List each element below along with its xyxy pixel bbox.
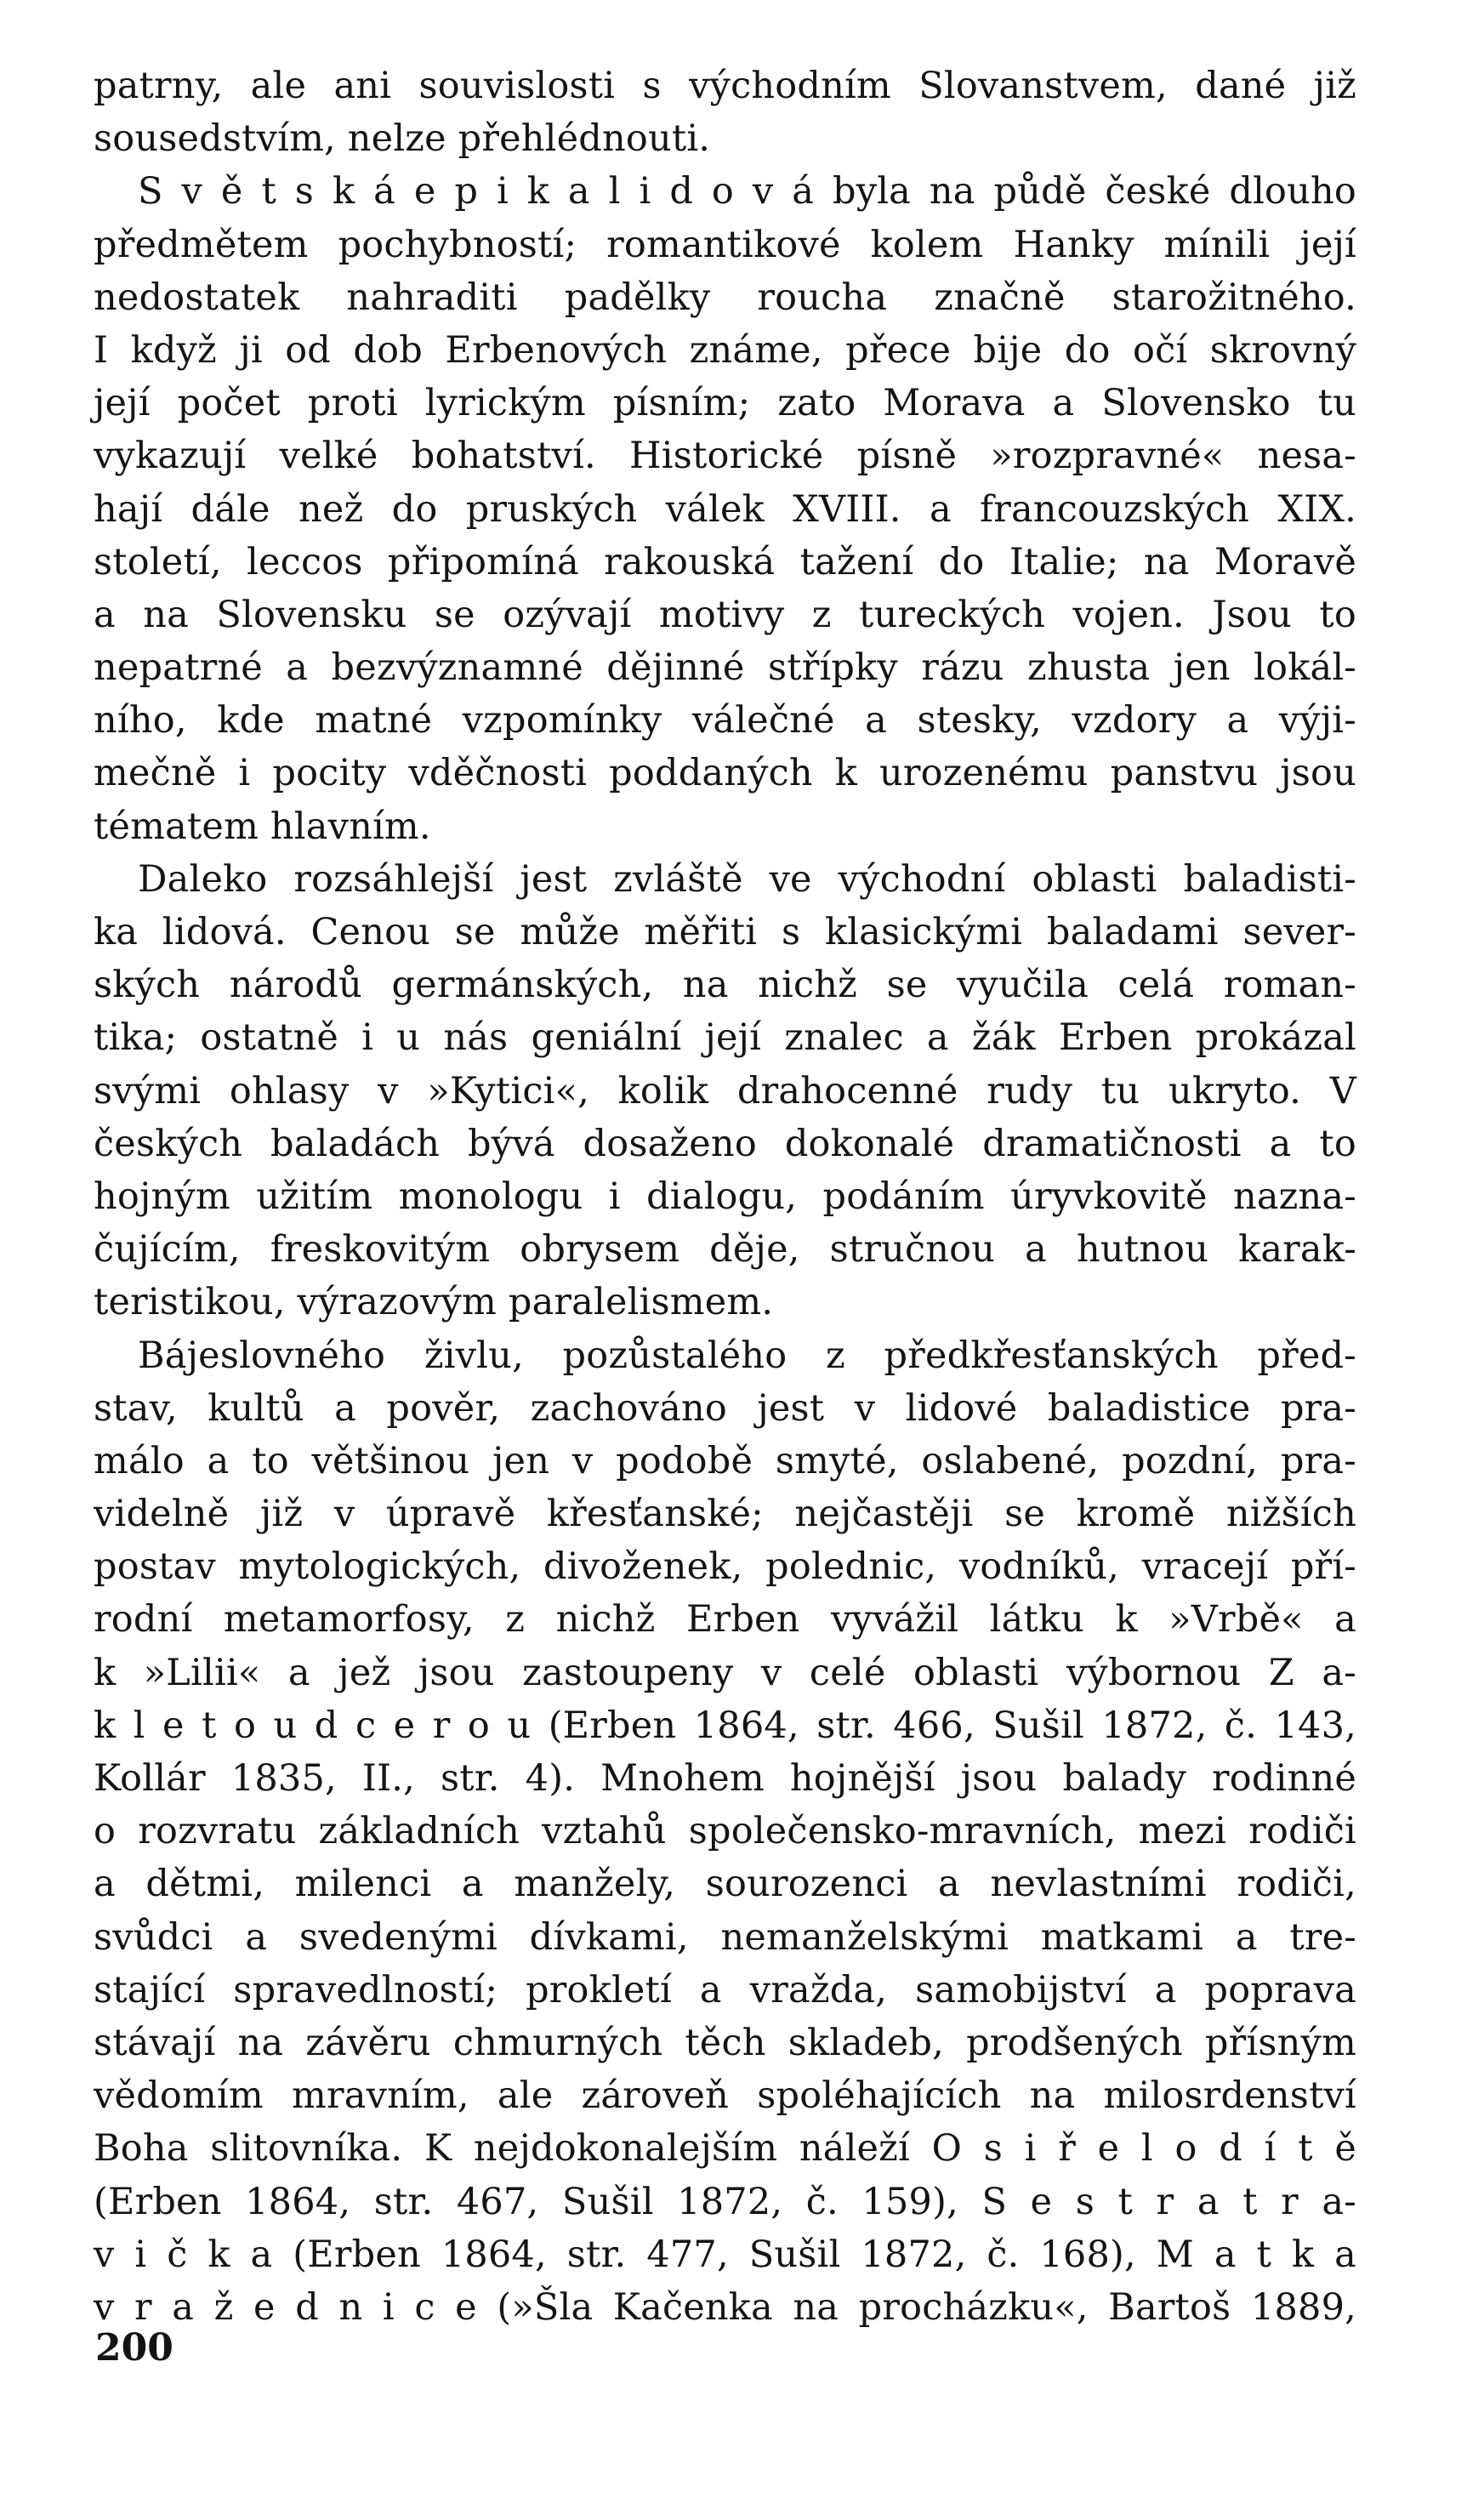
text-line: její počet proti lyrickým písním; zato Morava a Slovensko tu (94, 382, 1356, 425)
text-line: ního, kde matné vzpomínky válečné a stesky, vzdory a výji- (94, 699, 1356, 743)
text-line: stávají na závěru chmurných těch skladeb, prodšených přísným (94, 2021, 1356, 2064)
text-line: sousedstvím, nelze přehlédnouti. (94, 117, 711, 161)
text-line: stav, kultů a pověr, zachováno jest v lidové baladistice pra- (94, 1386, 1356, 1430)
text-line: teristikou, výrazovým paralelismem. (94, 1281, 774, 1324)
text-line: Kollár 1835, II., str. 4). Mnohem hojnější jsou balady rodinné (94, 1757, 1356, 1800)
text-line: tika; ostatně i u nás geniální její znalec a žák Erben prokázal (94, 1016, 1356, 1060)
text-line: českých baladách bývá dosaženo dokonalé dramatičnosti a to (94, 1122, 1356, 1165)
text-line: vědomím mravním, ale zároveň spoléhajících na milosrdenství (94, 2074, 1356, 2118)
text-line: k »Lilii« a jež jsou zastoupeny v celé oblasti výbornou Z a- (94, 1651, 1356, 1694)
text-line: století, leccos připomíná rakouská tažení do Italie; na Moravě (94, 540, 1356, 583)
text-line: svůdci a svedenými dívkami, nemanželskými matkami a tre- (94, 1915, 1356, 1959)
text-line: nedostatek nahraditi padělky roucha značně starožitného. (94, 276, 1356, 319)
text-line: čujícím, freskovitým obrysem děje, stručnou a hutnou karak- (94, 1228, 1356, 1272)
text-line: a dětmi, milenci a manžely, sourozenci a nevlastními rodiči, (94, 1863, 1356, 1906)
text-line: hojným užitím monologu i dialogu, podáním úryvkovitě nazna- (94, 1175, 1356, 1218)
text-line: rodní metamorfosy, z nichž Erben vyvážil látku k »Vrbě« a (94, 1598, 1356, 1642)
text-line: stající spravedlností; prokletí a vražda, samobijství a poprava (94, 1968, 1356, 2011)
text-line: S v ě t s k á e p i k a l i d o v á byla na půdě české dlouho (138, 170, 1356, 213)
text-line: Daleko rozsáhlejší jest zvláště ve východní oblasti baladisti- (138, 857, 1356, 901)
text-line: I když ji od dob Erbenových známe, přece bije do očí skrovný (94, 328, 1356, 372)
text-line: a na Slovensku se ozývají motivy z tureckých vojen. Jsou to (94, 593, 1356, 636)
text-line: předmětem pochybností; romantikové kolem Hanky mínili její (94, 223, 1356, 266)
text-line: postav mytologických, divoženek, polednic, vodníků, vracejí pří- (94, 1545, 1356, 1589)
text-line: svými ohlasy v »Kytici«, kolik drahocenné rudy tu ukryto. V (94, 1069, 1356, 1112)
text-line: Bájeslovného živlu, pozůstalého z předkřesťanských před- (138, 1334, 1356, 1377)
text-line: patrny, ale ani souvislosti s východním Slovanstvem, dané již (94, 65, 1356, 107)
text-line: tématem hlavním. (94, 805, 431, 848)
text-line: (Erben 1864, str. 467, Sušil 1872, č. 159), S e s t r a t r a- (94, 2180, 1356, 2223)
text-line: videlně již v úpravě křesťanské; nejčastěji se kromě nižších (94, 1493, 1356, 1536)
text-line: hají dále než do pruských válek XVIII. a francouzských XIX. (94, 487, 1356, 531)
text-line: v i č k a (Erben 1864, str. 477, Sušil 1872, č. 168), M a t k a (94, 2233, 1356, 2276)
text-line: Boha slitovníka. K nejdokonalejším náleží O s i ř e l o d í t ě (94, 2127, 1356, 2171)
text-line: ka lidová. Cenou se může měřiti s klasickými baladami sever- (94, 911, 1356, 953)
text-line: ských národů germánských, na nichž se vyučila celá roman- (94, 964, 1356, 1007)
text-line: nepatrné a bezvýznamné dějinné střípky rázu zhusta jen lokál- (94, 646, 1356, 690)
text-line: vykazují velké bohatství. Historické písně »rozpravné« nesa- (94, 435, 1356, 478)
text-line: k l e t o u d c e r o u (Erben 1864, str. 466, Sušil 1872, č. 143, (94, 1704, 1356, 1747)
text-line: mečně i pocity vděčnosti poddaných k urozenému panstvu jsou (94, 752, 1356, 795)
text-line: v r a ž e d n i c e (»Šla Kačenka na procházku«, Bartoš 1889, (94, 2285, 1356, 2329)
page-text (94, 60, 1356, 2334)
page-number: 200 (95, 2326, 173, 2370)
text-line: o rozvratu základních vztahů společensko-mravních, mezi rodiči (94, 1810, 1356, 1853)
text-line: málo a to většinou jen v podobě smyté, oslabené, pozdní, pra- (94, 1439, 1356, 1482)
